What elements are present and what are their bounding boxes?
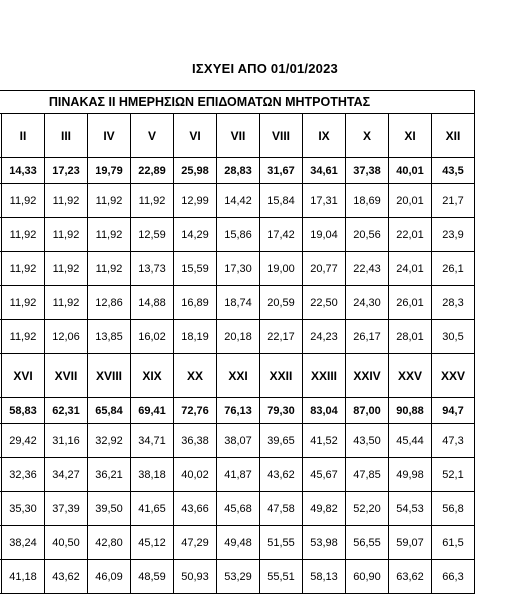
base-rate-cell: 22,89 [131, 158, 174, 184]
allowance-data-cell: 41,65 [131, 492, 174, 526]
allowance-data-cell: 11,92 [45, 184, 88, 218]
allowance-data-cell: 24,23 [303, 320, 346, 354]
allowance-data-cell: 32,36 [2, 458, 45, 492]
effective-date-heading: ΙΣΧΥΕΙ ΑΠΟ 01/01/2023 [192, 61, 338, 76]
table-title: ΠΙΝΑΚΑΣ ΙΙ ΗΜΕΡΗΣΙΩΝ ΕΠΙΔΟΜΑΤΩΝ ΜΗΤΡΟΤΗΤΑΣ [0, 91, 475, 114]
allowance-data-cell: 47,3 [432, 424, 475, 458]
allowance-data-cell: 24,30 [346, 286, 389, 320]
allowance-data-cell: 55,51 [260, 560, 303, 594]
grade-header-cell: XXII [260, 354, 303, 398]
allowance-data-cell: 18,19 [174, 320, 217, 354]
allowance-data-cell: 52,20 [346, 492, 389, 526]
allowance-data-cell: 26,1 [432, 252, 475, 286]
allowance-data-row [0, 252, 475, 286]
grade-header-row [0, 354, 475, 398]
allowance-data-cell: 16,89 [174, 286, 217, 320]
grade-header-cell: XVII [45, 354, 88, 398]
allowance-data-cell: 18,74 [217, 286, 260, 320]
allowance-data-cell: 11,92 [45, 286, 88, 320]
allowance-data-cell: 24,01 [389, 252, 432, 286]
allowance-data-cell: 52,1 [432, 458, 475, 492]
allowance-data-row [0, 184, 475, 218]
grade-header-cell: VIII [260, 114, 303, 158]
allowance-data-cell: 17,30 [217, 252, 260, 286]
allowance-data-cell: 40,02 [174, 458, 217, 492]
allowance-data-cell: 51,55 [260, 526, 303, 560]
base-rate-cell: 79,30 [260, 398, 303, 424]
allowance-data-cell: 56,55 [346, 526, 389, 560]
base-rate-cell: 87,00 [346, 398, 389, 424]
base-rate-cell: 43,5 [432, 158, 475, 184]
allowance-data-cell: 43,50 [346, 424, 389, 458]
base-rate-cell: 94,7 [432, 398, 475, 424]
allowance-data-cell: 19,04 [303, 218, 346, 252]
allowance-data-cell: 28,01 [389, 320, 432, 354]
allowance-data-cell: 11,92 [88, 184, 131, 218]
allowance-data-cell: 23,9 [432, 218, 475, 252]
allowance-data-cell: 20,59 [260, 286, 303, 320]
allowance-data-row [0, 560, 475, 594]
allowance-data-cell: 34,27 [45, 458, 88, 492]
grade-header-cell: XII [432, 114, 475, 158]
allowance-data-cell: 11,92 [45, 252, 88, 286]
allowance-data-cell: 45,12 [131, 526, 174, 560]
allowance-data-row [0, 526, 475, 560]
base-rate-cell: 83,04 [303, 398, 346, 424]
grade-header-cell: VII [217, 114, 260, 158]
allowance-data-cell: 53,29 [217, 560, 260, 594]
allowance-data-cell: 60,90 [346, 560, 389, 594]
allowance-data-row [0, 286, 475, 320]
allowance-data-cell: 15,59 [174, 252, 217, 286]
allowance-data-cell: 42,80 [88, 526, 131, 560]
allowance-data-cell: 34,71 [131, 424, 174, 458]
allowance-data-cell: 56,8 [432, 492, 475, 526]
grade-header-cell: XXI [217, 354, 260, 398]
allowance-data-cell: 46,09 [88, 560, 131, 594]
allowance-data-cell: 22,43 [346, 252, 389, 286]
allowance-data-cell: 61,5 [432, 526, 475, 560]
allowance-data-cell: 22,17 [260, 320, 303, 354]
allowance-data-cell: 14,88 [131, 286, 174, 320]
allowance-data-cell: 38,07 [217, 424, 260, 458]
base-rate-cell: 28,83 [217, 158, 260, 184]
allowance-data-cell: 53,98 [303, 526, 346, 560]
allowance-data-cell: 12,06 [45, 320, 88, 354]
allowance-data-cell: 17,42 [260, 218, 303, 252]
allowance-data-cell: 11,92 [88, 218, 131, 252]
allowance-data-cell: 49,98 [389, 458, 432, 492]
allowance-data-cell: 66,3 [432, 560, 475, 594]
allowance-data-cell: 43,62 [260, 458, 303, 492]
allowance-data-cell: 22,01 [389, 218, 432, 252]
allowance-data-cell: 63,62 [389, 560, 432, 594]
allowance-data-cell: 38,18 [131, 458, 174, 492]
allowance-data-cell: 20,56 [346, 218, 389, 252]
grade-header-cell: II [2, 114, 45, 158]
allowance-data-cell: 41,87 [217, 458, 260, 492]
grade-header-cell: XIX [131, 354, 174, 398]
base-rate-row [0, 158, 475, 184]
allowance-data-cell: 17,31 [303, 184, 346, 218]
allowance-data-cell: 41,18 [2, 560, 45, 594]
allowance-data-cell: 39,50 [88, 492, 131, 526]
allowance-data-cell: 15,84 [260, 184, 303, 218]
grade-header-row [0, 114, 475, 158]
grade-header-cell: VI [174, 114, 217, 158]
allowance-data-cell: 11,92 [2, 286, 45, 320]
allowance-data-cell: 30,5 [432, 320, 475, 354]
allowance-data-cell: 16,02 [131, 320, 174, 354]
grade-header-cell: XX [174, 354, 217, 398]
allowance-data-cell: 20,77 [303, 252, 346, 286]
allowance-data-cell: 29,42 [2, 424, 45, 458]
allowance-data-cell: 20,18 [217, 320, 260, 354]
allowance-data-row [0, 424, 475, 458]
grade-header-cell: XVIII [88, 354, 131, 398]
allowance-data-cell: 50,93 [174, 560, 217, 594]
allowance-data-row [0, 492, 475, 526]
allowance-data-cell: 43,62 [45, 560, 88, 594]
base-rate-cell: 14,33 [2, 158, 45, 184]
allowance-data-cell: 11,92 [88, 252, 131, 286]
allowance-data-cell: 47,85 [346, 458, 389, 492]
allowance-data-cell: 12,99 [174, 184, 217, 218]
allowance-data-row [0, 218, 475, 252]
allowance-data-cell: 12,59 [131, 218, 174, 252]
base-rate-cell: 90,88 [389, 398, 432, 424]
base-rate-cell: 37,38 [346, 158, 389, 184]
allowance-data-cell: 12,86 [88, 286, 131, 320]
allowance-data-cell: 39,65 [260, 424, 303, 458]
allowance-data-cell: 45,67 [303, 458, 346, 492]
allowance-data-cell: 41,52 [303, 424, 346, 458]
allowance-data-cell: 21,7 [432, 184, 475, 218]
allowance-data-cell: 14,29 [174, 218, 217, 252]
allowance-data-cell: 18,69 [346, 184, 389, 218]
allowance-data-cell: 13,73 [131, 252, 174, 286]
maternity-allowance-table-container [0, 90, 475, 594]
allowance-data-cell: 11,92 [131, 184, 174, 218]
allowance-data-cell: 11,92 [2, 218, 45, 252]
grade-header-cell: XVI [2, 354, 45, 398]
allowance-data-cell: 19,00 [260, 252, 303, 286]
base-rate-cell: 40,01 [389, 158, 432, 184]
grade-header-cell: XXIV [346, 354, 389, 398]
base-rate-cell: 69,41 [131, 398, 174, 424]
table-title-row [0, 91, 475, 114]
allowance-data-cell: 38,24 [2, 526, 45, 560]
allowance-data-cell: 45,68 [217, 492, 260, 526]
base-rate-cell: 76,13 [217, 398, 260, 424]
allowance-data-cell: 48,59 [131, 560, 174, 594]
grade-header-cell: XXV [389, 354, 432, 398]
grade-header-cell: V [131, 114, 174, 158]
maternity-allowance-table [0, 90, 475, 594]
base-rate-cell: 25,98 [174, 158, 217, 184]
base-rate-cell: 62,31 [45, 398, 88, 424]
allowance-data-cell: 14,42 [217, 184, 260, 218]
allowance-data-row [0, 458, 475, 492]
grade-header-cell: XXIII [303, 354, 346, 398]
grade-header-cell: XI [389, 114, 432, 158]
allowance-data-cell: 36,38 [174, 424, 217, 458]
allowance-data-cell: 22,50 [303, 286, 346, 320]
grade-header-cell: X [346, 114, 389, 158]
base-rate-cell: 65,84 [88, 398, 131, 424]
base-rate-cell: 31,67 [260, 158, 303, 184]
base-rate-cell: 19,79 [88, 158, 131, 184]
allowance-data-cell: 49,82 [303, 492, 346, 526]
allowance-data-cell: 40,50 [45, 526, 88, 560]
allowance-data-cell: 49,48 [217, 526, 260, 560]
allowance-data-cell: 11,92 [2, 252, 45, 286]
allowance-data-cell: 13,85 [88, 320, 131, 354]
allowance-data-cell: 11,92 [2, 320, 45, 354]
base-rate-cell: 34,61 [303, 158, 346, 184]
allowance-data-cell: 45,44 [389, 424, 432, 458]
allowance-data-cell: 36,21 [88, 458, 131, 492]
base-rate-row [0, 398, 475, 424]
allowance-data-cell: 37,39 [45, 492, 88, 526]
base-rate-cell: 58,83 [2, 398, 45, 424]
allowance-data-cell: 26,01 [389, 286, 432, 320]
allowance-data-cell: 59,07 [389, 526, 432, 560]
allowance-data-row [0, 320, 475, 354]
allowance-data-cell: 54,53 [389, 492, 432, 526]
allowance-data-cell: 31,16 [45, 424, 88, 458]
allowance-data-cell: 58,13 [303, 560, 346, 594]
allowance-data-cell: 47,29 [174, 526, 217, 560]
allowance-data-cell: 26,17 [346, 320, 389, 354]
allowance-data-cell: 20,01 [389, 184, 432, 218]
allowance-data-cell: 43,66 [174, 492, 217, 526]
base-rate-cell: 17,23 [45, 158, 88, 184]
allowance-data-cell: 28,3 [432, 286, 475, 320]
allowance-data-cell: 11,92 [45, 218, 88, 252]
allowance-data-cell: 47,58 [260, 492, 303, 526]
grade-header-cell: IV [88, 114, 131, 158]
allowance-data-cell: 32,92 [88, 424, 131, 458]
grade-header-cell: XXV [432, 354, 475, 398]
allowance-data-cell: 35,30 [2, 492, 45, 526]
grade-header-cell: III [45, 114, 88, 158]
allowance-data-cell: 15,86 [217, 218, 260, 252]
allowance-data-cell: 11,92 [2, 184, 45, 218]
base-rate-cell: 72,76 [174, 398, 217, 424]
grade-header-cell: IX [303, 114, 346, 158]
